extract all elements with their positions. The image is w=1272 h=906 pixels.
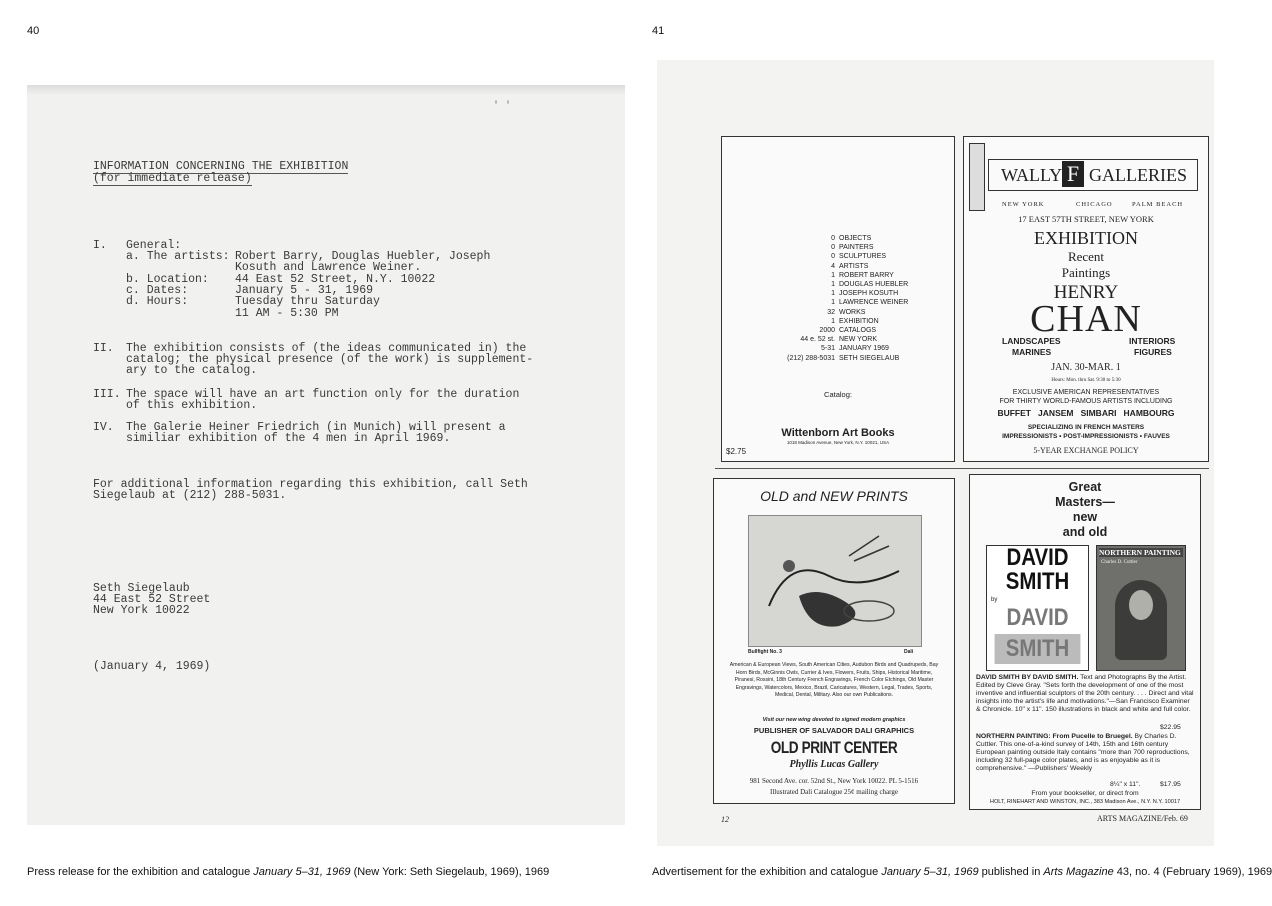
print-illustration xyxy=(749,516,921,646)
wally-galleries-ad xyxy=(963,136,1209,462)
dates-value: January 5 - 31, 1969 xyxy=(235,284,374,297)
gallery-name-right: GALLERIES xyxy=(1089,165,1187,185)
publisher-address: 1018 Madison Avenue, New York, N.Y. 10021, USA xyxy=(786,440,890,445)
book1-text: Text and Photographs By the Artist. Edited by Cleve Gray. "Sets forth the development of one of the most inventive and influential sculptors of the 20th century. . . . Direct and vital insights into the artist's life and motivations."—San Francisco Examiner & Chronicle. 10" x 11". 150 illustrations in black and white and full color. xyxy=(976,674,1194,713)
gallery-logo-letter: F xyxy=(1062,161,1084,187)
dates-label: c. Dates: xyxy=(126,284,189,297)
book1-title: DAVID SMITH BY DAVID SMITH. xyxy=(976,674,1079,681)
left-caption xyxy=(27,866,549,878)
caption-text: Advertisement for the exhibition and catalogue xyxy=(652,866,882,878)
item2-line: ary to the catalog. xyxy=(126,364,258,377)
headline-line: new xyxy=(1072,510,1098,524)
great-masters-ad xyxy=(969,474,1201,810)
book2-title: NORTHERN PAINTING xyxy=(1099,548,1183,557)
artist-first-name: HENRY xyxy=(1053,282,1119,303)
specializing-line: SPECIALIZING IN FRENCH MASTERS xyxy=(1027,424,1145,431)
artists-value-cont: Kosuth and Lawrence Weiner. xyxy=(235,261,422,274)
city: NEW YORK xyxy=(1002,201,1045,208)
book2-price: $17.95 xyxy=(1160,781,1181,788)
caption-text: Press release for the exhibition and catalogue xyxy=(27,866,254,878)
section-number: III. xyxy=(93,388,121,401)
book2-heading: NORTHERN PAINTING: From Pucelle to Bruegel. xyxy=(976,733,1133,740)
catalog-item: NEW YORK xyxy=(839,336,877,344)
press-release-scan xyxy=(27,85,625,825)
signature-line: Seth Siegelaub xyxy=(93,582,190,595)
catalog-item: SETH SIEGELAUB xyxy=(839,354,900,362)
ad-divider xyxy=(715,468,1209,469)
prints-ad-title: OLD and NEW PRINTS xyxy=(760,488,908,504)
catalog-count: 1 xyxy=(831,317,835,325)
caption-journal: Arts Magazine xyxy=(1043,866,1114,878)
item4-line: The Galerie Heiner Friedrich (in Munich) will present a xyxy=(126,421,506,434)
catalog-item: ARTISTS xyxy=(839,262,869,270)
genre: FIGURES xyxy=(1134,347,1172,357)
catalog-item: OBJECTS xyxy=(839,235,872,242)
location-value: 44 East 52 Street, N.Y. 10022 xyxy=(235,273,436,286)
publisher-name: Wittenborn Art Books xyxy=(781,427,895,439)
book1-price: $22.95 xyxy=(1160,724,1181,731)
signature-line: New York 10022 xyxy=(93,604,190,617)
catalog-item: WORKS xyxy=(839,308,866,316)
caption-text: (New York: Seth Siegelaub, 1969), 1969 xyxy=(350,866,550,878)
gallery-name-frame xyxy=(988,159,1198,191)
catalog-count: 2000 xyxy=(819,327,835,334)
right-page-number: 41 xyxy=(652,25,665,37)
headline-line: Masters— xyxy=(1055,495,1115,509)
book2-text: By Charles D. Cuttler. This one-of-a-kind survey of 14th, 15th and 16th century European painting outside Italy contains "more than 700 reproductions, including 32 full-page color plates, and is as enjoyable as it is comprehensive." —Publishers' Weekly xyxy=(976,733,1190,772)
city: PALM BEACH xyxy=(1132,201,1184,208)
catalog-item: PAINTERS xyxy=(839,244,874,252)
cover-title-line: DAVID xyxy=(1006,544,1069,571)
section-number: IV. xyxy=(93,421,114,434)
catalog-count: 0 xyxy=(831,235,835,242)
catalog-count: 0 xyxy=(831,244,835,252)
catalog-count: 1 xyxy=(831,271,835,279)
catalog-item: EXHIBITION xyxy=(839,317,879,325)
release-date: (January 4, 1969) xyxy=(93,660,211,673)
general-label: General: xyxy=(126,239,182,252)
book2-description xyxy=(976,733,1194,773)
paper-mark: ' ' xyxy=(493,101,512,112)
left-page-number: 40 xyxy=(27,25,40,37)
catalog-item: ROBERT BARRY xyxy=(839,271,894,279)
headline-line: and old xyxy=(1062,525,1108,539)
catalog-item: JOSEPH KOSUTH xyxy=(839,290,899,298)
section-number: II. xyxy=(93,342,114,355)
visit-line: Visit our new wing devoted to signed modern graphics xyxy=(762,717,906,723)
hours-value-cont: 11 AM - 5:30 PM xyxy=(235,307,339,320)
prints-description: American & European Views, South American Cities, Audubon Birds and Quadrupeds, Bay Horn Birds, McGinnis Owls, Currier & Ives, Flowers, Fruits, Ships, Historical Maritime, Piranesi, Rossini, 18th Century French Engravings, French Color Etchings, Old Master Engravings, Watercolors, Mexico, Brazil, Caricatures, Western, Legal, Trades, Sports, Medical, Dental, Military. Also our own Publications. xyxy=(729,662,939,698)
catalog-label: Catalog: xyxy=(824,390,852,399)
city: CHICAGO xyxy=(1076,201,1113,208)
location-label: b. Location: xyxy=(126,273,209,286)
artists-label: a. The artists: xyxy=(126,250,230,263)
gallery-hours: Hours: Mon. thru Sat. 9:30 to 5:30 xyxy=(1051,378,1121,383)
catalog-count: 1 xyxy=(831,299,835,307)
exclusive-line: EXCLUSIVE AMERICAN REPRESENTATIVES xyxy=(1012,389,1160,396)
catalog-item: LAWRENCE WEINER xyxy=(839,299,909,307)
item3-line: The space will have an art function only for the duration xyxy=(126,388,520,401)
catalog-count: 4 xyxy=(831,262,835,270)
exchange-policy: 5-YEAR EXCHANGE POLICY xyxy=(1033,446,1139,455)
hours-value: Tuesday thru Saturday xyxy=(235,295,380,308)
magazine-page-number: 12 xyxy=(721,815,729,824)
publisher-address-line: HOLT, RINEHART AND WINSTON, INC., 383 Madison Ave., N.Y. N.Y. 10017 xyxy=(989,799,1181,805)
book2-size: 8¼" x 11". xyxy=(1110,781,1141,788)
featured-artists: BUFFET JANSEM SIMBARI HAMBOURG xyxy=(997,408,1175,418)
exhibition-dates: JAN. 30-MAR. 1 xyxy=(1051,362,1121,373)
gallery-address: 17 EAST 57TH STREET, NEW YORK xyxy=(1018,214,1154,224)
schools-line: IMPRESSIONISTS • POST-IMPRESSIONISTS • FAUVES xyxy=(1002,433,1170,440)
item2-line: catalog; the physical presence (of the work) is supplement- xyxy=(126,353,534,366)
caption-text: 43, no. 4 (February 1969), 1969 xyxy=(1113,866,1272,878)
cover-by: by xyxy=(991,597,998,603)
catalog-count: 1 xyxy=(831,290,835,298)
catalog-count: 0 xyxy=(831,253,835,261)
plate-artist: Dali xyxy=(904,649,914,655)
exclusive-line: FOR THIRTY WORLD-FAMOUS ARTISTS INCLUDING xyxy=(999,398,1173,405)
bookseller-line: From your bookseller, or direct from xyxy=(1031,790,1139,797)
plate-title: Bullfight No. 3 xyxy=(748,649,782,655)
catalog-count: (212) 288-5031 xyxy=(787,354,835,362)
old-print-center-logo: OLD PRINT CENTER xyxy=(770,738,898,757)
caption-text: published in xyxy=(978,866,1044,878)
artists-value: Robert Barry, Douglas Huebler, Joseph xyxy=(235,250,491,263)
contact-line: Siegelaub at (212) 288-5031. xyxy=(93,489,287,502)
caption-title: January 5–31, 1969 xyxy=(253,866,351,878)
gallery-script-name: Phyllis Lucas Gallery xyxy=(789,759,879,770)
catalog-count: 1 xyxy=(831,281,835,288)
right-caption xyxy=(652,866,1272,878)
signature-line: 44 East 52 Street xyxy=(93,593,211,606)
book1-description xyxy=(976,674,1194,714)
catalog-item: CATALOGS xyxy=(839,327,877,334)
david-smith-book-cover xyxy=(986,545,1089,671)
book2-author: Charles D. Cuttler xyxy=(1101,560,1138,565)
recent-label: Recent xyxy=(1067,249,1105,264)
exhibition-heading: EXHIBITION xyxy=(1034,228,1138,248)
section-number: I. xyxy=(93,239,107,252)
catalog-ad xyxy=(721,136,955,462)
magazine-page-scan xyxy=(657,60,1214,846)
release-subheading: (for immediate release) xyxy=(93,172,252,185)
cover-author-line: SMITH xyxy=(995,634,1081,664)
catalog-count: 5-31 xyxy=(820,345,835,353)
catalog-price: $2.75 xyxy=(726,447,747,456)
caption-title: January 5–31, 1969 xyxy=(881,866,979,878)
dali-bullfight-print xyxy=(748,515,922,647)
dali-catalogue-line: Illustrated Dali Catalogue 25¢ mailing charge xyxy=(770,788,898,796)
hours-label: d. Hours: xyxy=(126,295,189,308)
cover-title-line: SMITH xyxy=(1005,568,1070,595)
magazine-footer: ARTS MAGAZINE/Feb. 69 xyxy=(1097,814,1188,823)
item4-line: similiar exhibition of the 4 men in April 1969. xyxy=(126,432,451,445)
catalog-count: 32 xyxy=(827,308,835,316)
northern-painting-book-cover xyxy=(1096,545,1186,671)
gallery-name-left: WALLY xyxy=(1001,165,1063,185)
catalog-item: SCULPTURES xyxy=(839,253,887,261)
genre: INTERIORS xyxy=(1129,336,1176,346)
paintings-label: Paintings xyxy=(1061,265,1111,280)
genre: LANDSCAPES xyxy=(1002,336,1061,346)
headline-line: Great xyxy=(1068,480,1102,494)
prints-address: 981 Second Ave. cor. 52nd St., New York 10022. PL 5-1516 xyxy=(749,777,919,785)
publisher-line: PUBLISHER OF SALVADOR DALI GRAPHICS xyxy=(753,726,915,735)
building-emblem xyxy=(969,143,985,211)
item2-line: The exhibition consists of (the ideas communicated in) the xyxy=(126,342,527,355)
cover-author-line: DAVID xyxy=(1006,604,1069,631)
catalog-item: JANUARY 1969 xyxy=(839,345,889,353)
genre: MARINES xyxy=(1012,347,1052,357)
catalog-count: 44 e. 52 st. xyxy=(800,336,835,344)
contact-line: For additional information regarding this exhibition, call Seth xyxy=(93,478,528,491)
release-heading: INFORMATION CONCERNING THE EXHIBITION xyxy=(93,160,349,173)
item3-line: of this exhibition. xyxy=(126,399,258,412)
artist-last-name: CHAN xyxy=(1030,298,1142,340)
catalog-item: DOUGLAS HUEBLER xyxy=(839,281,909,288)
portrait-face xyxy=(1129,590,1153,620)
old-prints-ad xyxy=(713,478,955,804)
